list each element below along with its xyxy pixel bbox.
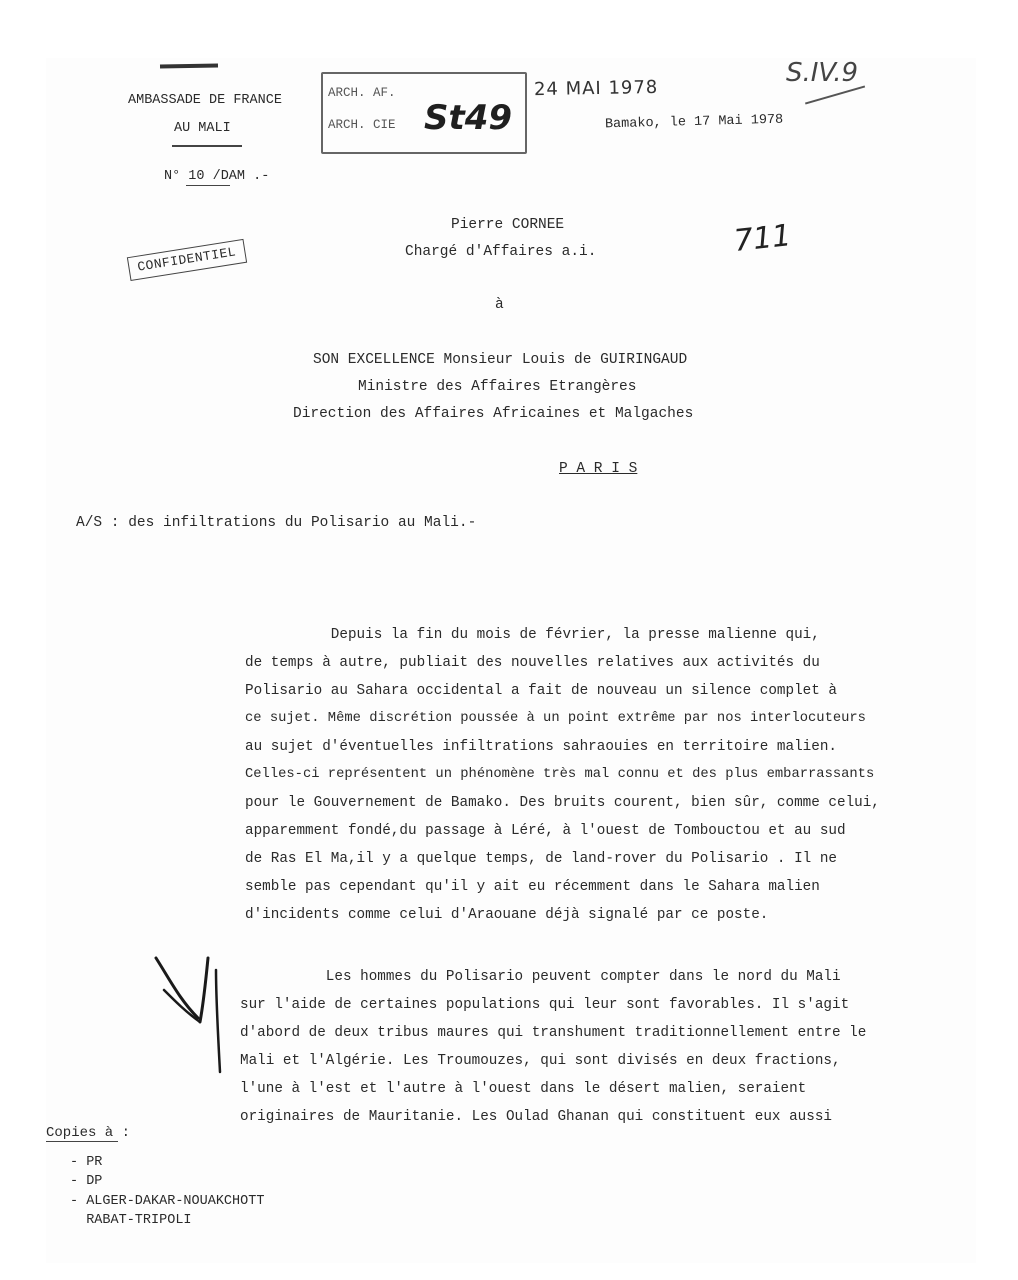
to-word: à xyxy=(495,297,504,313)
archive-stamp-line-2: ARCH. CIE xyxy=(328,118,396,132)
paragraph-line: Polisario au Sahara occidental a fait de nouveau un silence complet à xyxy=(245,683,837,699)
confidential-stamp: CONFIDENTIEL xyxy=(127,239,247,281)
recipient-line-1: SON EXCELLENCE Monsieur Louis de GUIRINGAUD xyxy=(313,352,688,368)
paragraph-line: d'incidents comme celui d'Araouane déjà signalé par ce poste. xyxy=(245,907,769,923)
archive-stamp-handwriting: St49 xyxy=(424,98,513,138)
handwritten-check-icon xyxy=(150,950,230,1080)
sender-title: Chargé d'Affaires a.i. xyxy=(405,244,597,260)
subject-line: A/S : des infiltrations du Polisario au Mali.- xyxy=(76,515,477,531)
handwritten-ref: S.IV.9 xyxy=(786,58,859,88)
paragraph-line: pour le Gouvernement de Bamako. Des bruits courent, bien sûr, comme celui, xyxy=(245,795,880,811)
embassy-line-2: AU MALI xyxy=(174,121,231,136)
reference-number: N° 10 /DAM .- xyxy=(164,169,270,184)
copies-item: RABAT-TRIPOLI xyxy=(70,1213,192,1228)
sender-name: Pierre CORNEE xyxy=(451,217,565,233)
reference-underline xyxy=(186,185,230,186)
paragraph-line: d'abord de deux tribus maures qui transhument traditionnellement entre le xyxy=(240,1025,867,1041)
place-date: Bamako, le 17 Mai 1978 xyxy=(604,112,784,133)
paragraph-line: ce sujet. Même discrétion poussée à un point extrême par nos interlocuteurs xyxy=(245,711,866,726)
archive-stamp-line-1: ARCH. AF. xyxy=(328,86,396,100)
paragraph-line: de temps à autre, publiait des nouvelles relatives aux activités du xyxy=(245,655,820,671)
paragraph-line: Celles-ci représentent un phénomène très mal connu et des plus embarrassants xyxy=(245,767,875,782)
paragraph-line: Les hommes du Polisario peuvent compter dans le nord du Mali xyxy=(240,969,841,985)
copies-item: - PR xyxy=(70,1155,103,1170)
paragraph-line: au sujet d'éventuelles infiltrations sahraouies en territoire malien. xyxy=(245,739,837,755)
copies-heading-underline xyxy=(46,1141,118,1142)
date-stamp: 24 MAI 1978 xyxy=(533,76,659,101)
paragraph-line: apparemment fondé,du passage à Léré, à l'ouest de Tombouctou et au sud xyxy=(245,823,846,839)
recipient-line-3: Direction des Affaires Africaines et Malgaches xyxy=(293,406,694,422)
recipient-city: P A R I S xyxy=(559,461,638,477)
embassy-line-1: AMBASSADE DE FRANCE xyxy=(128,93,282,108)
recipient-line-2: Ministre des Affaires Etrangères xyxy=(358,379,637,395)
embassy-underline xyxy=(172,145,242,147)
paragraph-line: l'une à l'est et l'autre à l'ouest dans le désert malien, seraient xyxy=(240,1081,807,1097)
paragraph-line: de Ras El Ma,il y a quelque temps, de land-rover du Polisario . Il ne xyxy=(245,851,837,867)
copies-heading: Copies à : xyxy=(46,1125,131,1141)
paragraph-line: originaires de Mauritanie. Les Oulad Ghanan qui constituent eux aussi xyxy=(240,1109,832,1125)
copies-item: - ALGER-DAKAR-NOUAKCHOTT xyxy=(70,1194,265,1209)
paragraph-line: semble pas cependant qu'il y ait eu récemment dans le Sahara malien xyxy=(245,879,820,895)
copies-item: - DP xyxy=(70,1174,103,1189)
handwritten-mark: 711 xyxy=(732,218,793,259)
paragraph-line: sur l'aide de certaines populations qui leur sont favorables. Il s'agit xyxy=(240,997,850,1013)
paragraph-line: Depuis la fin du mois de février, la presse malienne qui, xyxy=(245,627,820,643)
paragraph-line: Mali et l'Algérie. Les Troumouzes, qui sont divisés en deux fractions, xyxy=(240,1053,841,1069)
